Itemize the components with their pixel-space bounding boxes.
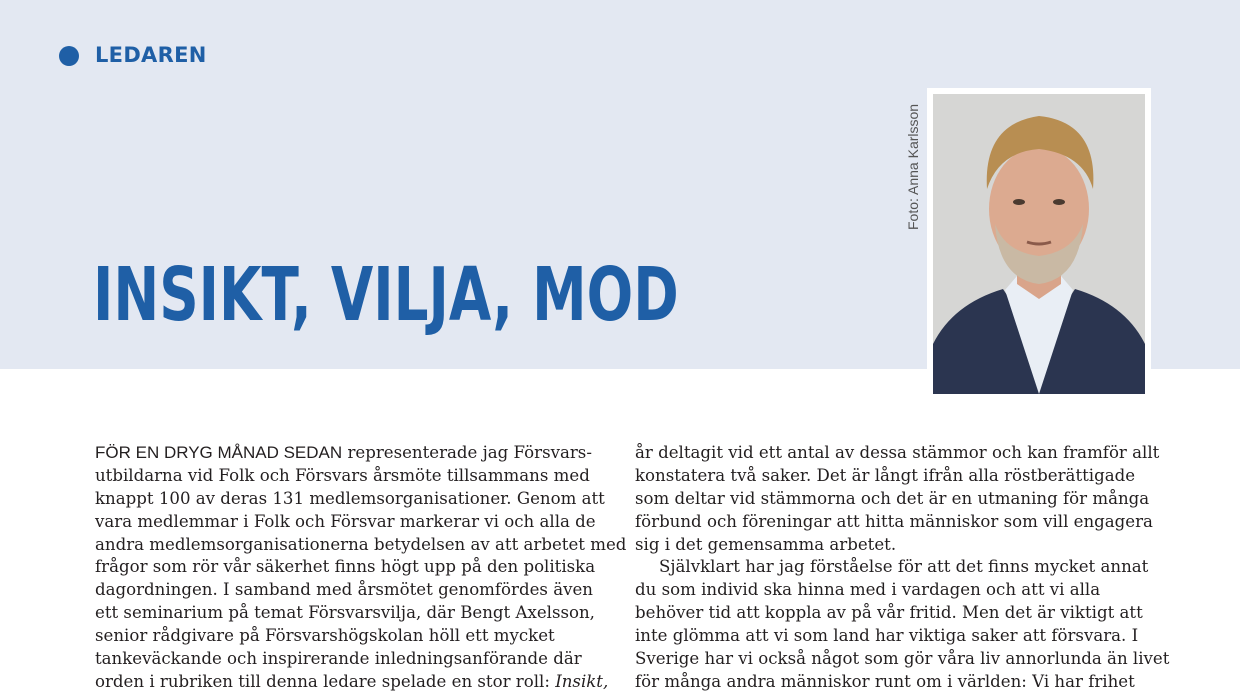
section-dot-icon bbox=[59, 46, 79, 66]
text-line: knappt 100 av deras 131 medlemsorganisationer. Genom att bbox=[95, 488, 605, 508]
text-line bbox=[95, 442, 605, 465]
text-line: senior rådgivare på Försvarshögskolan höll ett mycket bbox=[95, 626, 555, 646]
italic-fragment: Insikt, bbox=[555, 671, 609, 691]
text-line: vara medlemmar i Folk och Försvar markerar vi och alla de bbox=[95, 511, 596, 531]
text-line: behöver tid att koppla av på vår fritid. Men det är viktigt att bbox=[635, 603, 1143, 623]
lead-in: FÖR EN DRYG MÅNAD SEDAN bbox=[95, 443, 343, 462]
article-column-2 bbox=[635, 442, 1170, 694]
portrait-photo bbox=[933, 94, 1145, 394]
text-line: ett seminarium på temat Försvarsvilja, där Bengt Axelsson, bbox=[95, 603, 595, 623]
text-fragment: orden i rubriken till denna ledare spelade en stor roll: bbox=[95, 671, 556, 691]
text-line: frågor som rör vår säkerhet finns högt upp på den politiska bbox=[95, 557, 596, 577]
text-line: konstatera två saker. Det är långt ifrån alla röstberättigade bbox=[635, 465, 1136, 485]
article-column-1 bbox=[95, 442, 627, 694]
text-line: inte glömma att vi som land har viktiga saker att försvara. I bbox=[635, 626, 1139, 646]
section-label: LEDAREN bbox=[95, 43, 207, 67]
text-line: Självklart har jag förståelse för att det finns mycket annat bbox=[659, 557, 1149, 577]
text-line: andra medlemsorganisationerna betydelsen av att arbetet med bbox=[95, 534, 627, 554]
text-fragment: representerade jag Försvars- bbox=[342, 443, 592, 462]
page-title: INSIKT, VILJA, MOD bbox=[93, 252, 679, 338]
text-line: dagordningen. I samband med årsmötet genomfördes även bbox=[95, 580, 593, 600]
text-line: förbund och föreningar att hitta människor som vill engagera bbox=[635, 511, 1153, 531]
text-line: tankeväckande och inspirerande inledningsanförande där bbox=[95, 649, 582, 669]
text-line bbox=[95, 671, 609, 694]
text-line: du som individ ska hinna med i vardagen och att vi alla bbox=[635, 580, 1101, 600]
text-line: utbildarna vid Folk och Försvars årsmöte tillsammans med bbox=[95, 465, 590, 485]
text-line: sig i det gemensamma arbetet. bbox=[635, 534, 897, 554]
portrait-icon bbox=[933, 94, 1145, 394]
text-line: Sverige har vi också något som gör våra liv annorlunda än livet bbox=[635, 649, 1170, 669]
text-line: för många andra människor runt om i världen: Vi har frihet bbox=[635, 671, 1135, 691]
text-line: som deltar vid stämmorna och det är en utmaning för många bbox=[635, 488, 1150, 508]
photo-credit: Foto: Anna Karlsson bbox=[905, 103, 921, 230]
text-line: år deltagit vid ett antal av dessa stämmor och kan framför allt bbox=[635, 443, 1160, 462]
